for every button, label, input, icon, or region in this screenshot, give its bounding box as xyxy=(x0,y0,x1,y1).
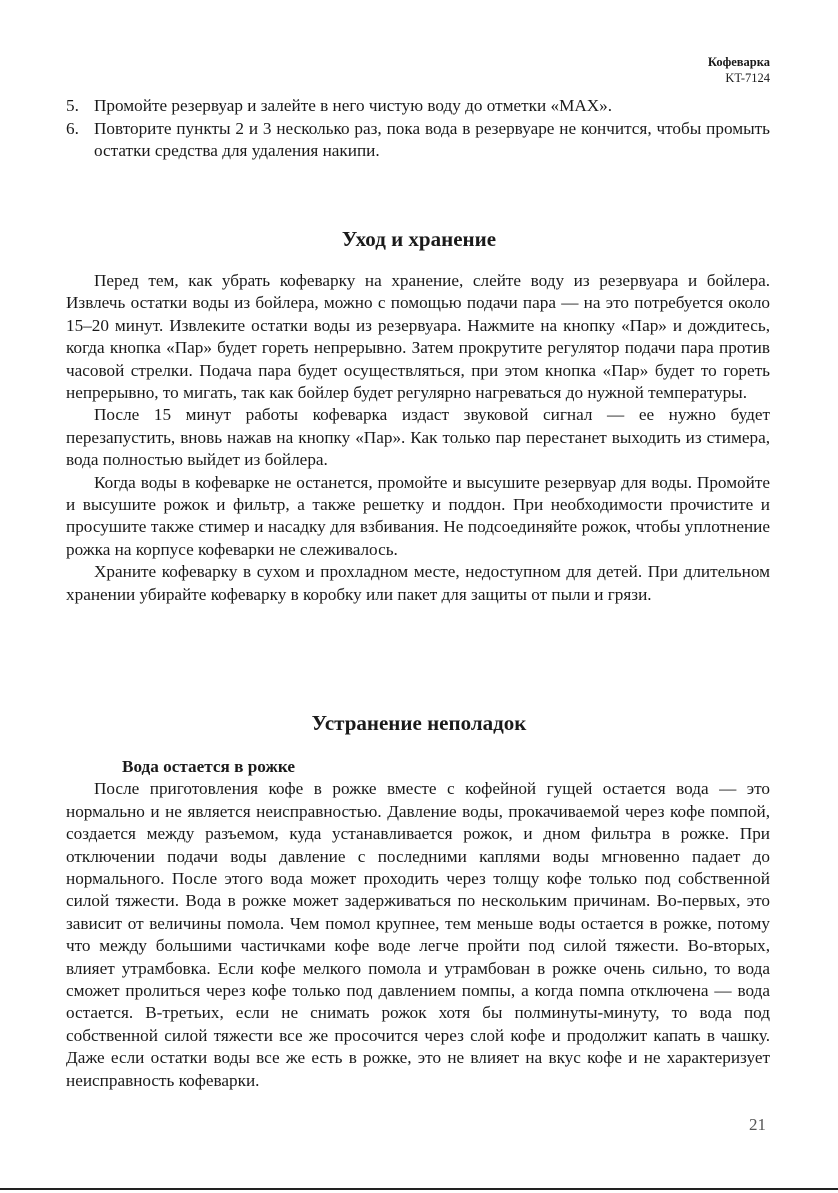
numbered-steps-list xyxy=(66,95,770,163)
list-item-text: Промойте резервуар и залейте в него чистую воду до отметки «MAX». xyxy=(94,96,613,115)
bottom-rule xyxy=(0,1188,838,1190)
page-number: 21 xyxy=(749,1115,766,1134)
header-product-name: Кофеварка xyxy=(707,55,770,69)
paragraph: Храните кофеварку в сухом и прохладном месте, недоступном для детей. При длительном хранении убирайте кофеварку в коробку или пакет для защиты от пыли и грязи. xyxy=(66,562,770,604)
list-item xyxy=(66,118,770,163)
troubleshooting-body xyxy=(66,756,770,1092)
list-item xyxy=(66,95,770,118)
section-title-troubleshooting: Устранение неполадок xyxy=(311,711,527,735)
paragraph: После приготовления кофе в рожке вместе с кофейной гущей остается вода — это нормально и не является неисправностью. Давление воды, прокачиваемой через кофе помпой, создается между разъемом, куда устанавливается рожок, и дном фильтра в рожке. При отключении подачи воды давление с последними каплями воды мгновенно падает до нормального. После этого вода может проходить через толщу кофе только под собственной силой тяжести. Вода в рожке может задерживаться по нескольким причинам. Во-первых, это зависит от величины помола. Чем помол крупнее, тем меньше воды остается в рожке, потому что между большими частичками кофе воде легче пройти под силой тяжести. Во-вторых, влияет утрамбовка. Если кофе мелкого помола и утрамбован в рожке очень сильно, то вода сможет пролиться через кофе только под давлением помпы, а когда помпа отключена — вода остается. В-третьих, если не снимать рожок хотя бы полминуты-минуту, то вода под собственной силой тяжести все же просочится через слой кофе и продолжит капать в чашку. Даже если остатки воды все же есть в рожке, это не влияет на вкус кофе и не характеризует неисправность кофеварки. xyxy=(66,779,770,1090)
list-item-text: Повторите пункты 2 и 3 несколько раз, пока вода в резервуаре не кончится, чтобы промыть остатки средства для удаления накипи. xyxy=(94,118,770,160)
paragraph: Перед тем, как убрать кофеварку на хранение, слейте воду из резервуара и бойлера. Извлечь остатки воды из бойлера, можно с помощью подачи пара — на это потребуется около 15–20 минут. Извлеките остатки воды из резервуара. Нажмите на кнопку «Пар» и дождитесь, когда кнопка «Пар» будет гореть непрерывно. Затем прокрутите регулятор подачи пара против часовой стрелки. Подача пара будет осуществляться, при этом кнопка «Пар» будет то гореть непрерывно, то мигать, так как бойлер будет регулярно нагреваться до нужной температуры. xyxy=(66,271,770,403)
running-header xyxy=(708,54,770,86)
paragraph: После 15 минут работы кофеварка издаст звуковой сигнал — ее нужно будет перезапустить, вновь нажав на кнопку «Пар». Как только пар перестанет выходить из стимера, вода полностью выйдет из бойлера. xyxy=(66,405,770,470)
list-item-number: 5. xyxy=(66,96,79,115)
care-storage-body xyxy=(66,270,770,606)
subheading: Вода остается в рожке xyxy=(122,757,295,776)
section-title-care-storage: Уход и хранение xyxy=(341,227,497,251)
header-model-number: KT-7124 xyxy=(725,71,770,85)
paragraph: Когда воды в кофеварке не останется, промойте и высушите резервуар для воды. Промойте и высушите рожок и фильтр, а также решетку и поддон. При необходимости прочистите и просушите также стимер и насадку для взбивания. Не подсоединяйте рожок, чтобы уплотнение рожка на корпусе кофеварки не слеживалось. xyxy=(66,472,770,559)
list-item-number: 6. xyxy=(66,118,79,138)
